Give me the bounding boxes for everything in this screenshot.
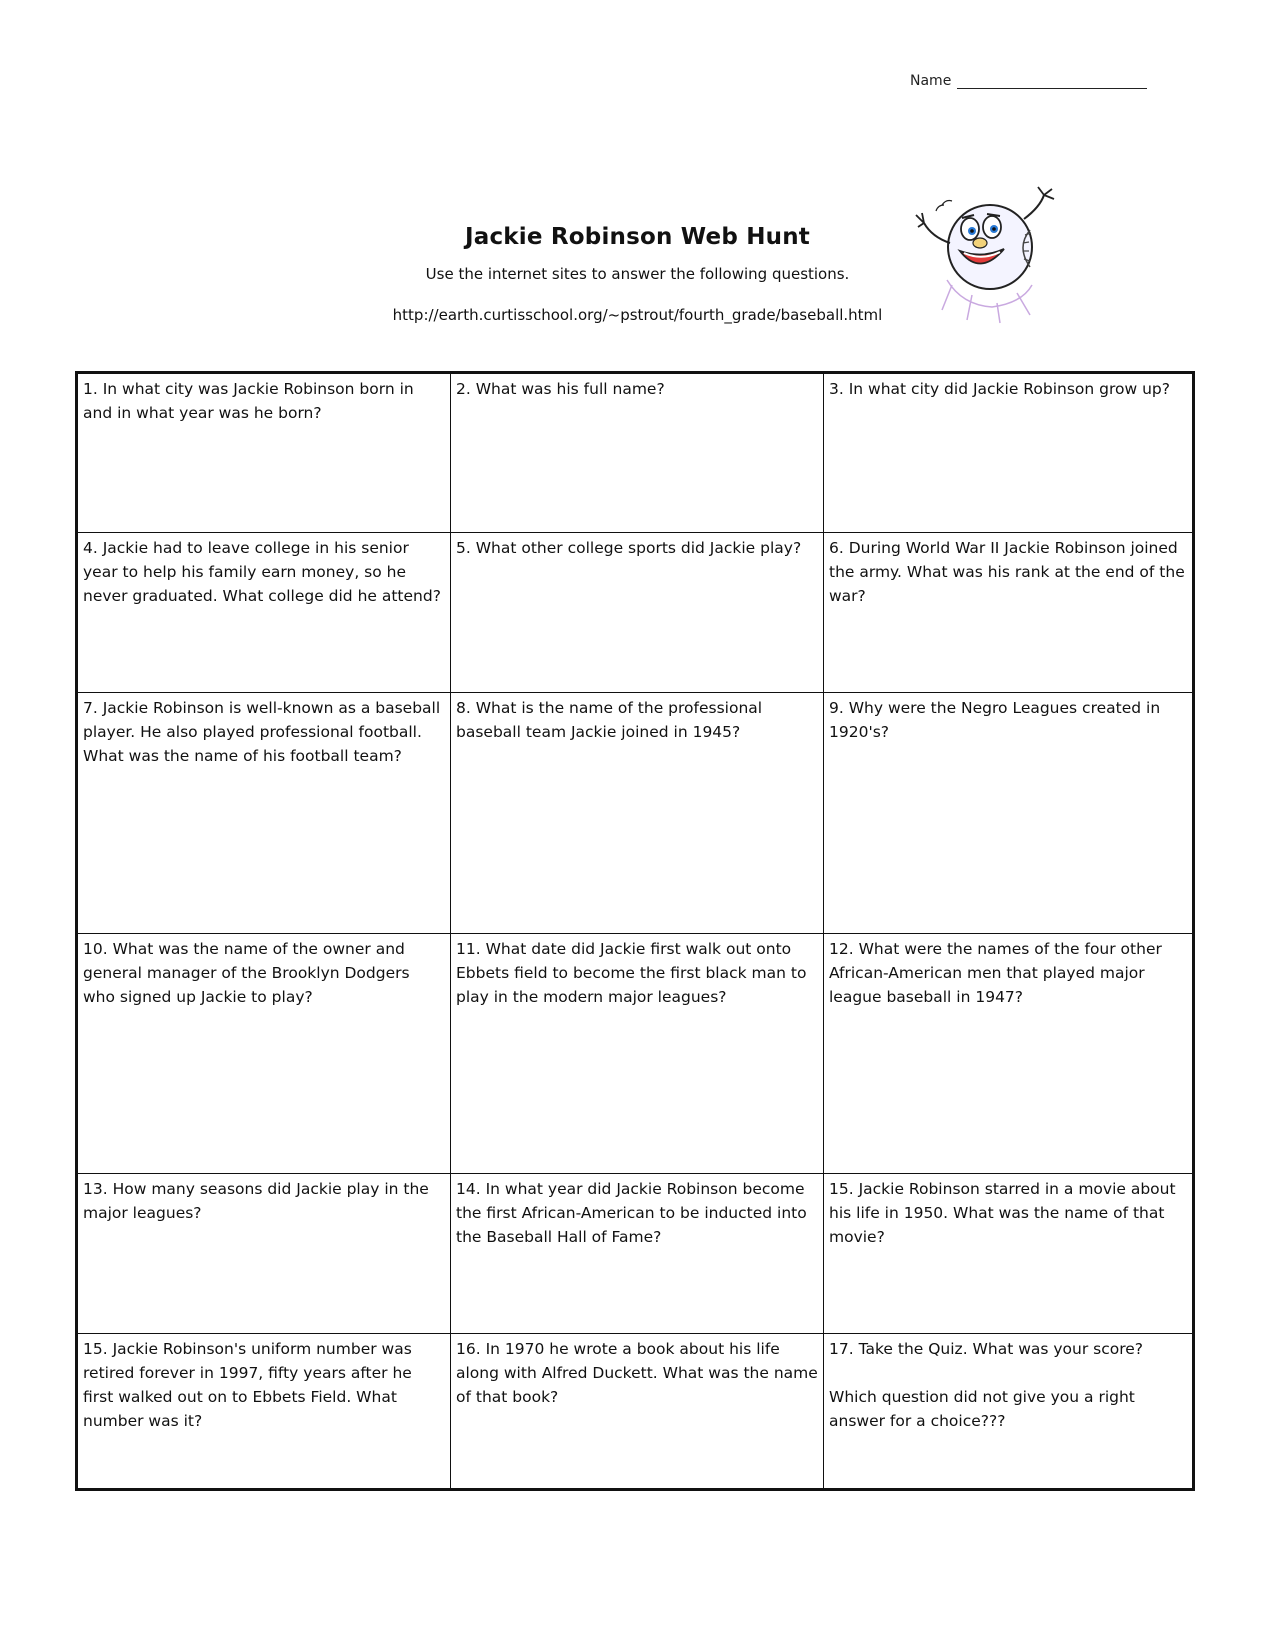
question-text: 3. In what city did Jackie Robinson grow up? <box>829 380 1170 398</box>
question-cell-4[interactable] <box>78 533 451 693</box>
worksheet-title: Jackie Robinson Web Hunt <box>464 224 811 250</box>
question-text: 1. In what city was Jackie Robinson born in and in what year was he born? <box>83 380 414 422</box>
question-cell-2[interactable] <box>451 374 824 533</box>
question-cell-7[interactable] <box>78 693 451 934</box>
question-cell-9[interactable] <box>824 693 1192 934</box>
question-text: 7. Jackie Robinson is well-known as a baseball player. He also played professional football. What was the name of his football team? <box>83 699 441 765</box>
question-cell-6[interactable] <box>824 533 1192 693</box>
question-text: 14. In what year did Jackie Robinson become the first African-American to be inducted into the Baseball Hall of Fame? <box>456 1180 807 1246</box>
question-text: 12. What were the names of the four other African-American men that played major league baseball in 1947? <box>829 940 1162 1006</box>
question-grid <box>75 371 1195 1491</box>
question-cell-14[interactable] <box>451 1174 824 1334</box>
question-cell-13[interactable] <box>78 1174 451 1334</box>
question-cell-15a[interactable] <box>824 1174 1192 1334</box>
question-cell-15b[interactable] <box>78 1334 451 1488</box>
question-text: 5. What other college sports did Jackie play? <box>456 539 802 557</box>
question-text: 6. During World War II Jackie Robinson joined the army. What was his rank at the end of the war? <box>829 539 1185 605</box>
question-cell-16[interactable] <box>451 1334 824 1488</box>
question-text: 15. Jackie Robinson's uniform number was retired forever in 1997, fifty years after he first walked out on to Ebbets Field. What number was it? <box>83 1340 412 1430</box>
question-text: 16. In 1970 he wrote a book about his life along with Alfred Duckett. What was the name of that book? <box>456 1340 818 1406</box>
worksheet-url: http://earth.curtisschool.org/~pstrout/fourth_grade/baseball.html <box>392 306 883 324</box>
question-text: 8. What is the name of the professional baseball team Jackie joined in 1945? <box>456 699 763 741</box>
question-cell-8[interactable] <box>451 693 824 934</box>
name-field[interactable] <box>910 73 1147 89</box>
question-cell-5[interactable] <box>451 533 824 693</box>
question-cell-17[interactable] <box>824 1334 1192 1488</box>
question-cell-12[interactable] <box>824 934 1192 1174</box>
question-cell-10[interactable] <box>78 934 451 1174</box>
question-cell-11[interactable] <box>451 934 824 1174</box>
name-label: Name <box>910 73 952 89</box>
worksheet-instructions: Use the internet sites to answer the following questions. <box>425 265 850 283</box>
question-cell-3[interactable] <box>824 374 1192 533</box>
question-text: 2. What was his full name? <box>456 380 665 398</box>
question-text: 4. Jackie had to leave college in his senior year to help his family earn money, so he never graduated. What college did he attend? <box>83 539 441 605</box>
question-text: 9. Why were the Negro Leagues created in 1920's? <box>829 699 1161 741</box>
baseball-mascot-icon <box>912 185 1064 325</box>
question-text: 13. How many seasons did Jackie play in the major leagues? <box>83 1180 429 1222</box>
question-cell-1[interactable] <box>78 374 451 533</box>
question-text: 10. What was the name of the owner and general manager of the Brooklyn Dodgers who signed up Jackie to play? <box>83 940 410 1006</box>
name-blank-line[interactable] <box>957 74 1147 89</box>
question-text: 17. Take the Quiz. What was your score? Which question did not give you a right answer for a choice??? <box>829 1340 1144 1430</box>
question-text: 15. Jackie Robinson starred in a movie about his life in 1950. What was the name of that movie? <box>829 1180 1176 1246</box>
question-text: 11. What date did Jackie first walk out onto Ebbets field to become the first black man to play in the modern major leagues? <box>456 940 807 1006</box>
